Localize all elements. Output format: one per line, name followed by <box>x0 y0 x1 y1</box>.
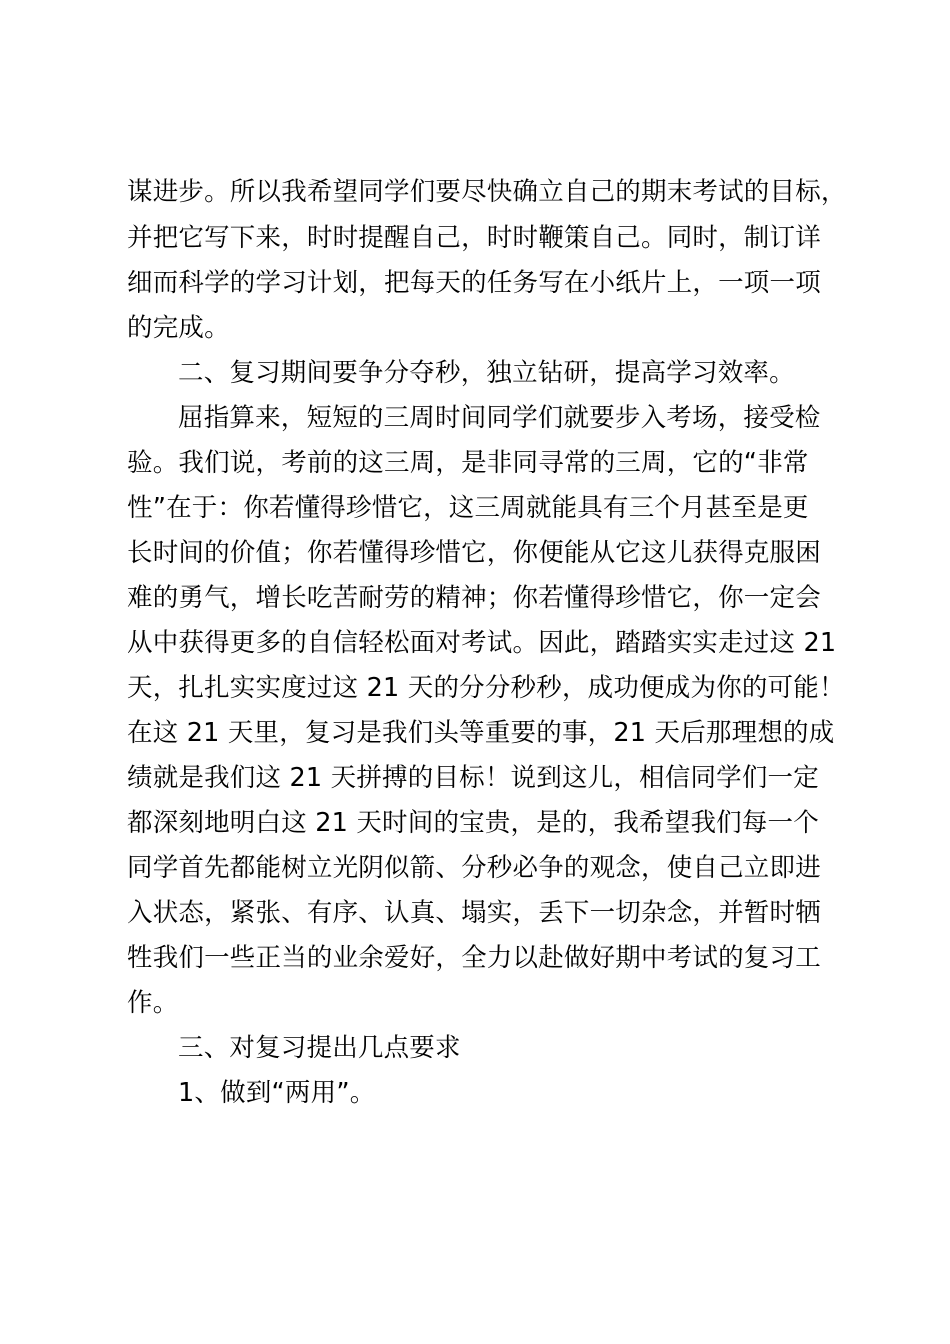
text-line: 并把它写下来，时时提醒自己，时时鞭策自己。同时，制订详 <box>127 223 821 253</box>
text-line: 天，扎扎实实度过这 21 天的分分秒秒，成功便成为你的可能！ <box>127 673 845 703</box>
text-line: 在这 21 天里，复习是我们头等重要的事，21 天后那理想的成 <box>127 718 835 748</box>
text-line: 谋进步。所以我希望同学们要尽快确立自己的期末考试的目标， <box>127 177 847 207</box>
text-line: 绩就是我们这 21 天拼搏的目标！说到这儿，相信同学们一定 <box>127 763 819 793</box>
text-line: 从中获得更多的自信轻松面对考试。因此，踏踏实实走过这 21 <box>127 628 837 658</box>
section-heading-2: 二、复习期间要争分夺秒，独立钻研，提高学习效率。 <box>178 358 795 388</box>
text-line: 的完成。 <box>127 313 230 343</box>
text-line: 牲我们一些正当的业余爱好，全力以赴做好期中考试的复习工 <box>127 943 821 973</box>
text-line: 难的勇气，增长吃苦耐劳的精神；你若懂得珍惜它，你一定会 <box>127 583 821 613</box>
text-line: 入状态，紧张、有序、认真、塌实，丢下一切杂念，并暂时牺 <box>127 898 821 928</box>
text-line: 屈指算来，短短的三周时间同学们就要步入考场，接受检 <box>178 403 821 433</box>
section-heading-3: 三、对复习提出几点要求 <box>178 1033 461 1063</box>
list-item-heading: 1、做到“两用”。 <box>178 1078 376 1108</box>
text-line: 验。我们说，考前的这三周，是非同寻常的三周，它的“非常 <box>127 448 809 478</box>
text-line: 作。 <box>127 988 179 1018</box>
text-line: 细而科学的学习计划，把每天的任务写在小纸片上，一项一项 <box>127 268 821 298</box>
text-line: 性”在于：你若懂得珍惜它，这三周就能具有三个月甚至是更 <box>127 493 809 523</box>
text-line: 长时间的价值；你若懂得珍惜它，你便能从它这儿获得克服困 <box>127 538 821 568</box>
text-line: 都深刻地明白这 21 天时间的宝贵，是的，我希望我们每一个 <box>127 808 819 838</box>
text-line: 同学首先都能树立光阴似箭、分秒必争的观念，使自己立即进 <box>127 853 821 883</box>
